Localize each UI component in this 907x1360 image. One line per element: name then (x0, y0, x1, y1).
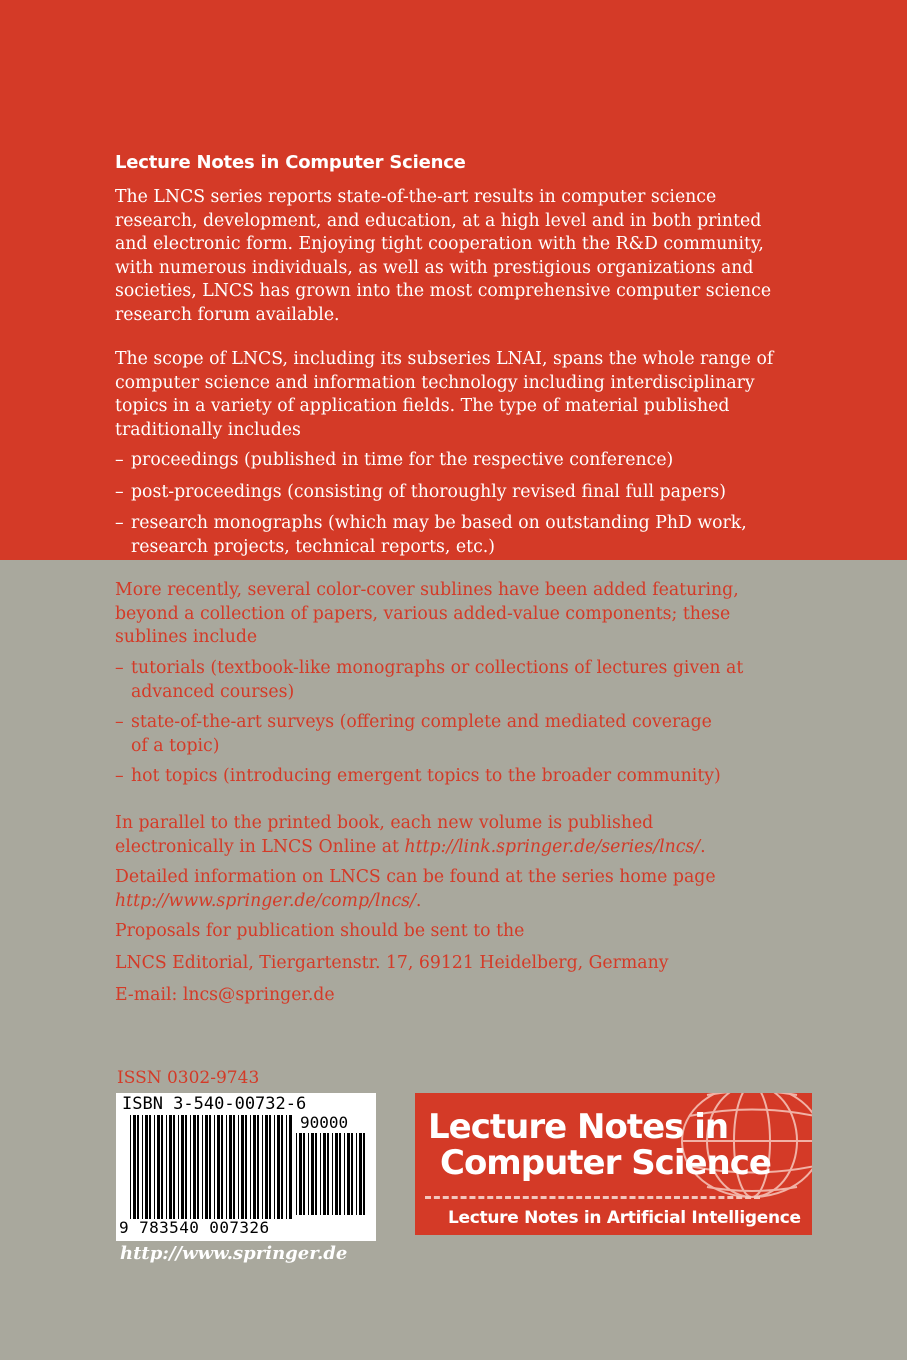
text-line: with numerous individuals, as well as with prestigious organizations and (115, 257, 754, 278)
text-segment: . (700, 836, 706, 857)
issn: ISSN 0302-9743 (117, 1068, 260, 1088)
logo-divider (425, 1196, 760, 1199)
list-item (115, 711, 795, 758)
text-line (115, 836, 775, 860)
list-item-text: state-of-the-art surveys (offering complete and mediated coverage (131, 712, 712, 732)
text-line: traditionally includes (115, 419, 301, 440)
list-item (115, 657, 795, 704)
series-logo (415, 1093, 812, 1235)
list-item (115, 512, 795, 559)
list-item (115, 449, 795, 473)
text-line: Detailed information on LNCS can be found at the series home page (115, 867, 716, 887)
logo-line-1: Lecture Notes in (428, 1107, 729, 1147)
sublines-paragraph (115, 579, 775, 650)
list-item-text: tutorials (textbook-like monographs or collections of lectures given at (131, 658, 744, 678)
detail-paragraph (115, 866, 775, 913)
barcode-addon-bars (296, 1133, 370, 1215)
list-item-text: post-proceedings (consisting of thoroughly revised final full papers) (131, 482, 727, 502)
barcode-ean: 9 783540 007326 (119, 1218, 270, 1237)
intro-paragraph-1 (115, 186, 775, 327)
online-link[interactable]: http://link.springer.de/series/lncs/ (404, 836, 701, 857)
text-line: computer science and information technology including interdisciplinary (115, 372, 755, 393)
text-line: Proposals for publication should be sent to the (115, 921, 525, 941)
list-item-text: of a topic) (131, 735, 220, 756)
publisher-url[interactable]: http://www.springer.de (120, 1243, 348, 1264)
list-item-text: proceedings (published in time for the respective conference) (131, 450, 674, 470)
list-item-text: research projects, technical reports, etc.) (131, 536, 495, 557)
series-title: Lecture Notes in Computer Science (115, 152, 466, 173)
barcode-addon: 90000 (300, 1113, 349, 1132)
text-line: and electronic form. Enjoying tight cooperation with the R&D community, (115, 234, 764, 254)
text-line: beyond a collection of papers, various added-value components; these (115, 603, 731, 624)
list-dash: – (115, 658, 124, 678)
text-line: LNCS Editorial, Tiergartenstr. 17, 69121 Heidelberg, Germany (115, 953, 669, 973)
logo-line-2: Computer Science (440, 1143, 771, 1183)
list-item-text: hot topics (introducing emergent topics to the broader community) (131, 766, 721, 786)
intro-paragraph-2 (115, 348, 775, 442)
list-item (115, 765, 795, 789)
list-dash: – (115, 482, 124, 502)
text-line: The scope of LNCS, including its subseries LNAI, spans the whole range of (115, 349, 774, 369)
text-line: research forum available. (115, 304, 340, 325)
barcode (116, 1093, 376, 1241)
text-line: E-mail: lncs@springer.de (115, 985, 335, 1005)
text-line: societies, LNCS has grown into the most comprehensive computer science (115, 281, 772, 301)
text-line (115, 890, 775, 914)
list-item-text: research monographs (which may be based on outstanding PhD work, (131, 513, 747, 533)
homepage-link[interactable]: http://www.springer.de/comp/lncs/ (115, 890, 416, 911)
list-dash: – (115, 450, 124, 470)
list-dash: – (115, 766, 124, 786)
email-line (115, 984, 775, 1008)
proposals-line (115, 920, 775, 944)
text-line: topics in a variety of application fields. The type of material published (115, 396, 730, 416)
text-line: sublines include (115, 627, 258, 647)
barcode-isbn: ISBN 3-540-00732-6 (122, 1094, 307, 1114)
logo-subtitle: Lecture Notes in Artificial Intelligence (448, 1208, 801, 1228)
text-line: The LNCS series reports state-of-the-art results in computer science (115, 187, 717, 207)
online-paragraph (115, 812, 775, 859)
list-dash: – (115, 513, 124, 533)
list-item (115, 481, 795, 505)
text-line: More recently, several color-cover sublines have been added featuring, (115, 580, 739, 600)
text-segment: electronically in LNCS Online at (115, 836, 405, 857)
address-line (115, 952, 775, 976)
text-line: In parallel to the printed book, each new volume is published (115, 813, 654, 833)
list-item-text: advanced courses) (131, 681, 295, 702)
text-segment: . (415, 890, 422, 911)
text-line: research, development, and education, at a high level and in both printed (115, 210, 762, 231)
barcode-bars (130, 1115, 294, 1219)
list-dash: – (115, 712, 124, 732)
